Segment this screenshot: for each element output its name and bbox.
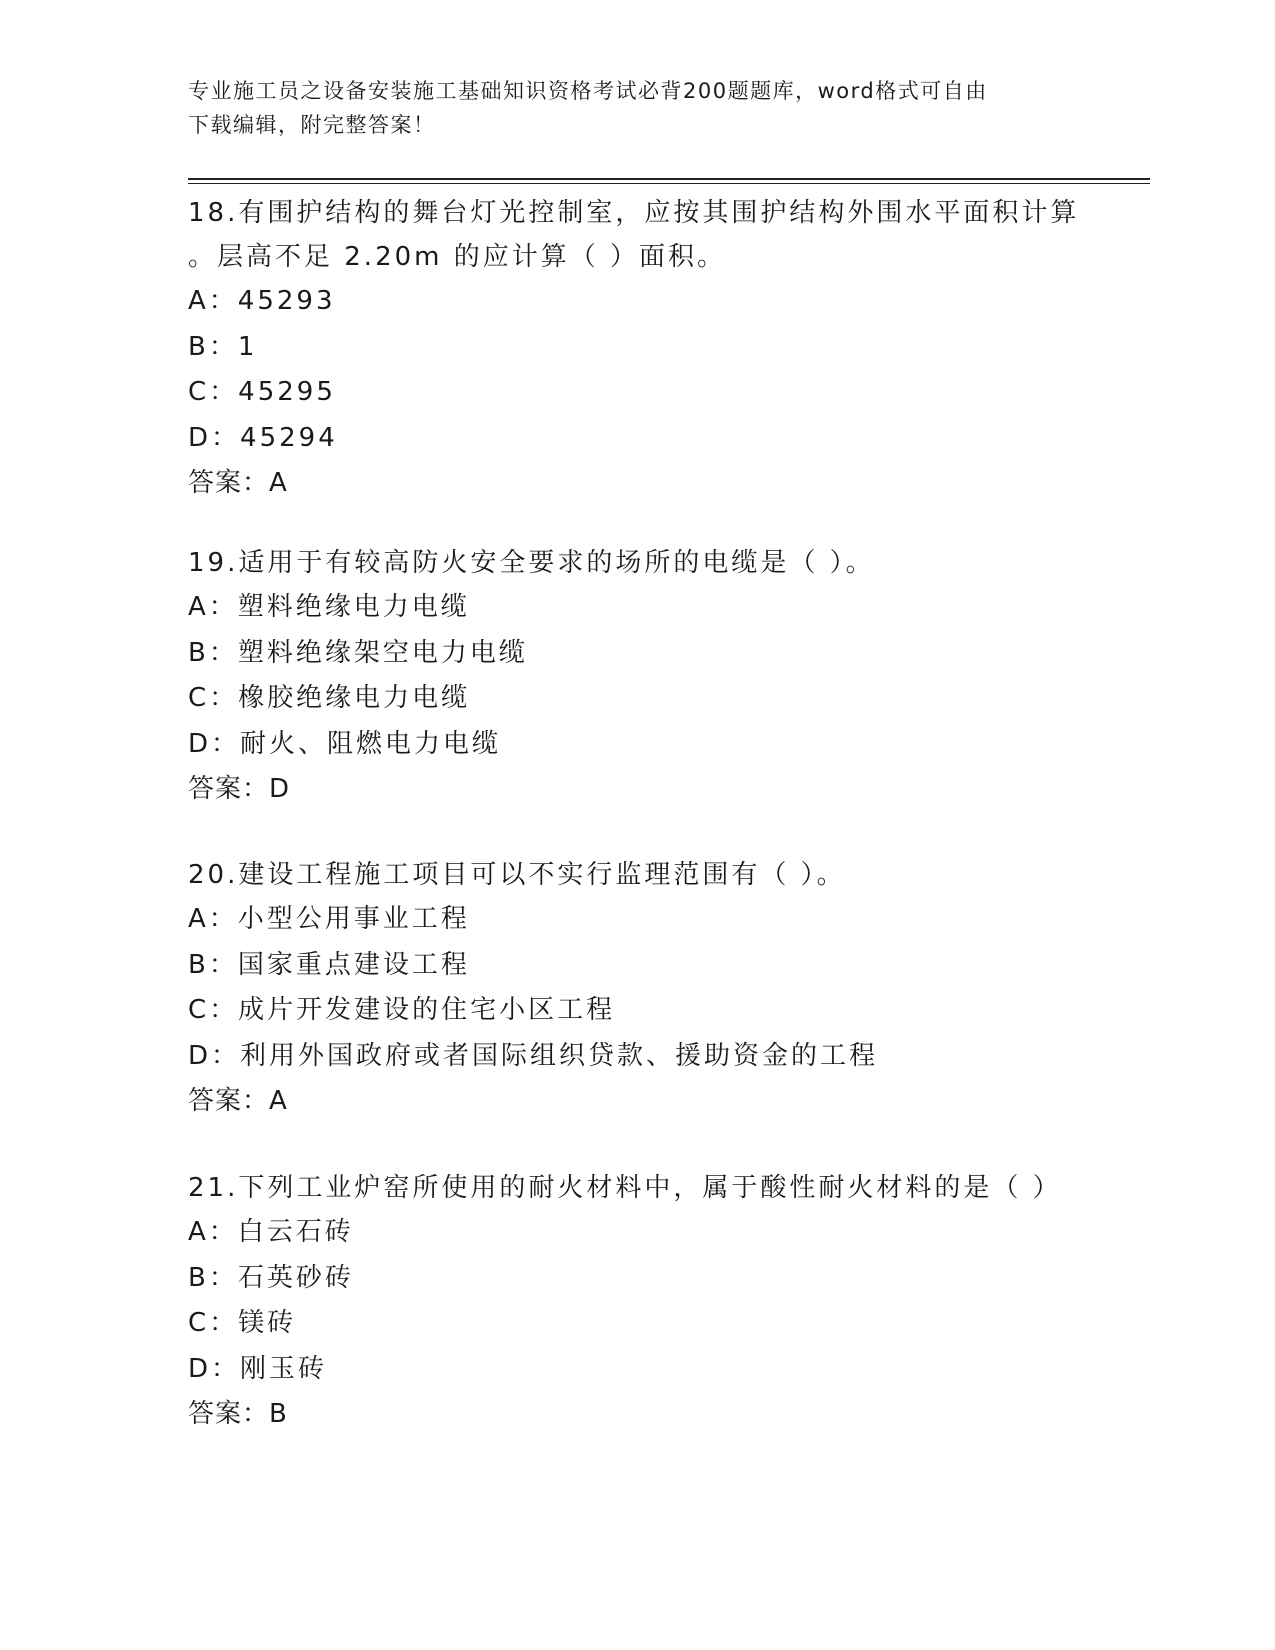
- header-line-1: 专业施工员之设备安装施工基础知识资格考试必背200题题库，word格式可自由: [188, 79, 988, 103]
- option-b: B：1: [188, 331, 258, 362]
- option-a: A：白云石砖: [188, 1217, 354, 1247]
- option-d: D：45294: [188, 422, 338, 453]
- question-text: 21.下列工业炉窑所使用的耐火材料中，属于酸性耐火材料的是（ ）: [188, 1173, 1062, 1203]
- option-d: D：利用外国政府或者国际组织贷款、援助资金的工程: [188, 1040, 879, 1071]
- option-b: B：国家重点建设工程: [188, 949, 470, 980]
- option-c: C：成片开发建设的住宅小区工程: [188, 995, 616, 1025]
- answer: 答案：D: [188, 774, 291, 804]
- option-a: A：45293: [188, 286, 336, 316]
- answer: 答案：B: [188, 1399, 288, 1429]
- question-text-continued: 。层高不足 2.20m 的应计算（ ）面积。: [188, 242, 727, 272]
- header-line-2: 下载编辑，附完整答案！: [188, 113, 436, 137]
- option-c: C：45295: [188, 377, 336, 407]
- option-c: C：镁砖: [188, 1308, 297, 1338]
- option-d: D：耐火、阻燃电力电缆: [188, 728, 502, 759]
- option-a: A：塑料绝缘电力电缆: [188, 592, 470, 622]
- option-b: B：石英砂砖: [188, 1262, 354, 1293]
- question-text: 20.建设工程施工项目可以不实行监理范围有（ ）。: [188, 860, 846, 890]
- question-20: [188, 853, 1088, 1124]
- question-21: [188, 1166, 1088, 1437]
- question-19: [188, 541, 1088, 812]
- answer: 答案：A: [188, 468, 288, 498]
- answer: 答案：A: [188, 1086, 288, 1116]
- header-divider-thin: [188, 183, 1150, 184]
- question-18: [188, 191, 1088, 506]
- document-header: [188, 74, 1068, 142]
- option-b: B：塑料绝缘架空电力电缆: [188, 637, 528, 668]
- header-divider-thick: [188, 178, 1150, 180]
- question-text: 19.适用于有较高防火安全要求的场所的电缆是（ ）。: [188, 548, 875, 578]
- option-c: C：橡胶绝缘电力电缆: [188, 683, 471, 713]
- question-text: 18.有围护结构的舞台灯光控制室，应按其围护结构外围水平面积计算: [188, 198, 1080, 228]
- option-a: A：小型公用事业工程: [188, 904, 470, 934]
- option-d: D：刚玉砖: [188, 1353, 328, 1384]
